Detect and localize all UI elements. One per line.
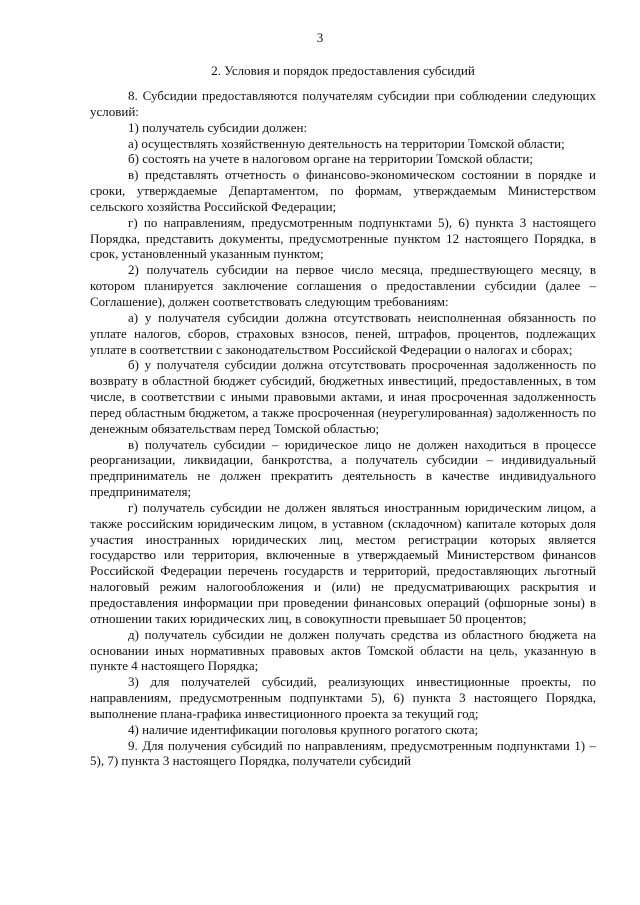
paragraph-8-3: 3) для получателей субсидий, реализующих инвестиционные проекты, по направлениям, предусмотренным подпунктами 5), 6) пункта 3 настоящего Порядка, выполнение плана-графика инвестиционного проекта за текущий год; [90,674,596,721]
paragraph-8-2-d: д) получатель субсидии не должен получать средства из областного бюджета на основании иных нормативных правовых актов Томской области на цель, указанную в пункте 4 настоящего Порядка; [90,626,596,674]
section-heading: 2. Условия и порядок предоставления субсидий [211,63,475,78]
paragraph-8-2-v: в) получатель субсидии – юридическое лицо не должен находиться в процессе реорганизации, ликвидации, банкротства, а получатель субсидии – индивидуальный предприниматель не должен прекратить деятельность в качестве индивидуального предпринимателя; [90,436,596,500]
paragraph-8-1-b: б) состоять на учете в налоговом органе на территории Томской области; [128,151,533,167]
paragraph-8-1-v: в) представлять отчетность о финансово-экономическом состоянии в порядке и сроки, утверждаемые Департаментом, по формам, утверждаемым Министерством сельского хозяйства Российской Федерации; [90,167,596,214]
paragraph-8-1: 1) получатель субсидии должен: [128,119,308,135]
paragraph-8-2-g: г) получатель субсидии не должен являться иностранным юридическим лицом, а также российским юридическим лицом, в уставном (складочном) капитале которых доля участия иностранных юридических лиц, местом регистрации которых является государство или территория, включенные в утверждаемый Министерством финансов Российской Федерации перечень государств и территорий, предоставляющих льготный налоговый режим налогообложения и (или) не предусматривающих раскрытия и предоставления информации при проведении финансовых операций (офшорные зоны) в отношении таких юридических лиц, в совокупности превышает 50 процентов; [90,499,596,626]
page-number: 3 [316,30,324,45]
paragraph-8-1-g: г) по направлениям, предусмотренным подпунктами 5), 6) пункта 3 настоящего Порядка, представить документы, предусмотренные пунктом 12 настоящего Порядка, в срок, установленный указанным пунктом; [90,214,596,262]
paragraph-8-2: 2) получатель субсидии на первое число месяца, предшествующего месяцу, в котором планируется заключение соглашения о предоставлении субсидии (далее – Соглашение), должен соответствовать следующим требованиям: [90,262,596,309]
paragraph-8: 8. Субсидии предоставляются получателям субсидии при соблюдении следующих условий: [90,88,596,119]
paragraph-8-1-a: а) осуществлять хозяйственную деятельность на территории Томской области; [128,135,565,151]
document-body [90,88,596,769]
paragraph-8-4: 4) наличие идентификации поголовья крупного рогатого скота; [128,721,479,737]
paragraph-8-2-a: а) у получателя субсидии должна отсутствовать неисполненная обязанность по уплате налогов, сборов, страховых взносов, пеней, штрафов, процентов, подлежащих уплате в соответствии с законодательством Российской Федерации о налогах и сборах; [90,309,596,357]
paragraph-8-2-b: б) у получателя субсидии должна отсутствовать просроченная задолженность по возврату в областной бюджет субсидий, бюджетных инвестиций, предоставленных, в том числе, в соответствии с иными правовыми актами, и иная просроченная задолженность перед областным бюджетом, а также просроченная (неурегулированная) задолженность по денежным обязательствам перед Томской областью; [90,357,596,436]
paragraph-9: 9. Для получения субсидий по направлениям, предусмотренным подпунктами 1) – 5), 7) пункта 3 настоящего Порядка, получатели субсидий [90,737,596,769]
